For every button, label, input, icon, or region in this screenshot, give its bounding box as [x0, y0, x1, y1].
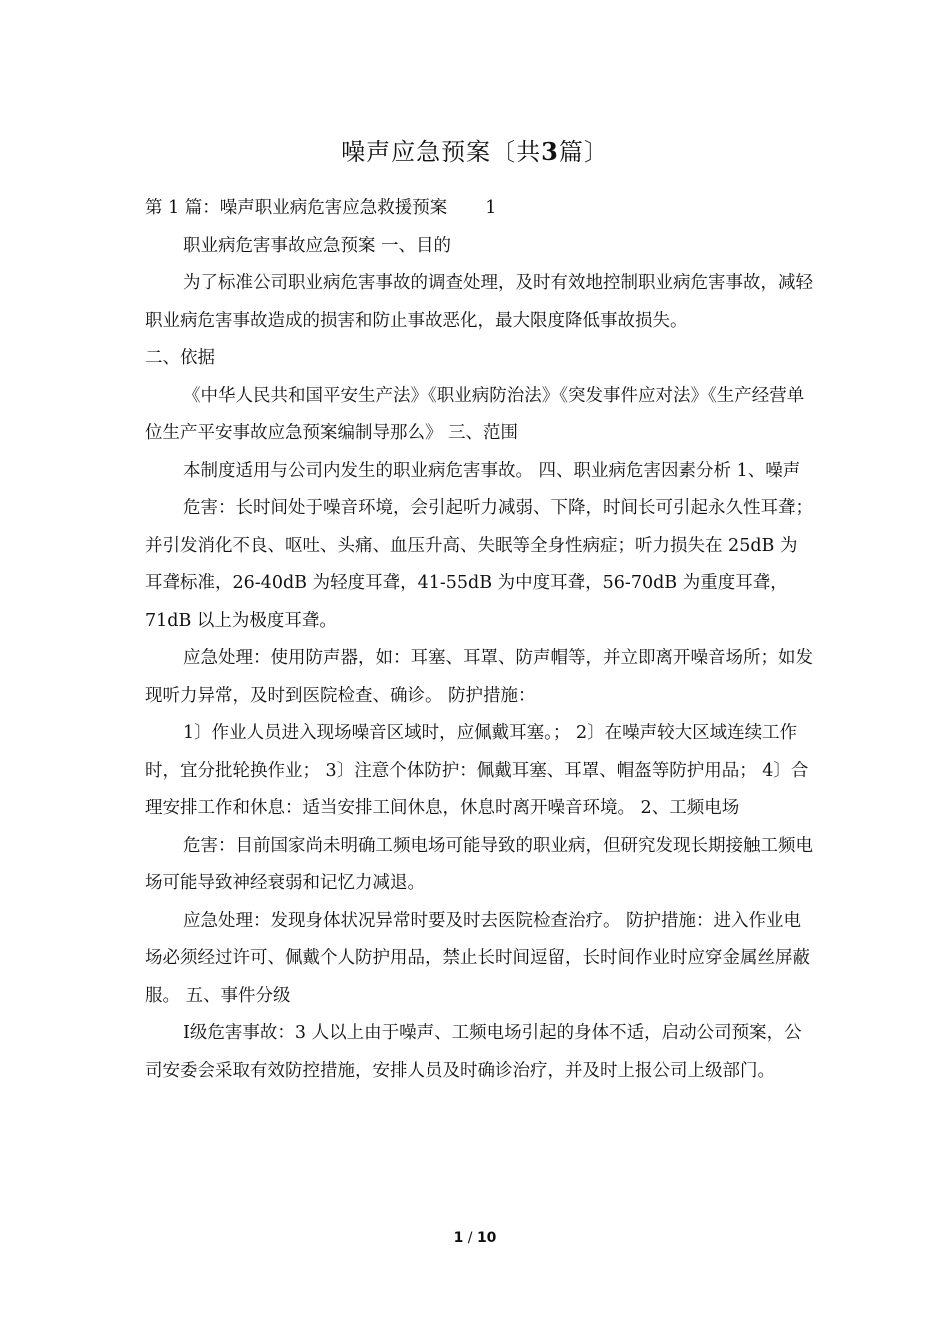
paragraph: 职业病危害事故应急预案 一、目的: [183, 235, 452, 256]
toc-entry[interactable]: [145, 190, 813, 228]
paragraph: 本制度适用与公司内发生的职业病危害事故。 四、职业病危害因素分析 1、噪声: [183, 460, 801, 481]
page-total: 10: [476, 1230, 497, 1246]
title-suffix: 篇〕: [558, 138, 609, 166]
section-heading: 二、依据: [145, 348, 215, 368]
paragraph: 应急处理：使用防声器，如：耳塞、耳罩、防声帽等，并立即离开噪音场所；如发现听力异常，及时到医院检查、确诊。 防护措施：: [145, 648, 813, 706]
toc-entry-page: 1: [485, 198, 497, 218]
title-count: 3: [541, 137, 559, 166]
page-separator: /: [467, 1230, 473, 1246]
paragraph: 危害：长时间处于噪音环境，会引起听力减弱、下降，时间长可引起永久性耳聋；并引发消化不良、呕吐、头痛、血压升高、失眠等全身性病症；听力损失在 25dB 为耳聋标准，26-40dB 为轻度耳聋，41-55dB 为中度耳聋，56-70dB 为重度耳聋，71dB 以上为极度耳聋。: [145, 498, 813, 631]
title-prefix: 噪声应急预案〔共: [341, 138, 542, 166]
paragraph: 1〕作业人员进入现场噪音区域时，应佩戴耳塞。； 2〕在噪声较大区域连续工作时，宜分批轮换作业； 3〕注意个体防护：佩戴耳塞、耳罩、帽盔等防护用品； 4〕合理安排工作和休息：适当安排工间休息，休息时离开噪音环境。 2、工频电场: [145, 723, 809, 818]
paragraph: 《中华人民共和国平安生产法》《职业病防治法》《突发事件应对法》《生产经营单位生产平安事故应急预案编制导那么》 三、范围: [145, 385, 805, 443]
paragraph: 应急处理：发现身体状况异常时要及时去医院检查治疗。 防护措施：进入作业电场必须经过许可、佩戴个人防护用品，禁止长时间逗留，长时间作业时应穿金属丝屏蔽服。 五、事件分级: [145, 910, 810, 1006]
page-current: 1: [453, 1230, 464, 1246]
document-title: [0, 136, 950, 168]
document-body: [145, 190, 813, 1090]
page-number: [0, 1228, 950, 1248]
toc-entry-label: 第 1 篇：噪声职业病危害应急救援预案: [145, 198, 448, 218]
paragraph: 危害：目前国家尚未明确工频电场可能导致的职业病，但研究发现长期接触工频电 场可能导致神经衰弱和记忆力减退。: [145, 835, 813, 893]
paragraph: Ⅰ级危害事故：3 人以上由于噪声、工频电场引起的身体不适，启动公司预案，公司安委会采取有效防控措施，安排人员及时确诊治疗，并及时上报公司上级部门。: [145, 1023, 802, 1081]
paragraph: 为了标准公司职业病危害事故的调查处理，及时有效地控制职业病危害事故，减轻职业病危害事故造成的损害和防止事故恶化，最大限度降低事故损失。: [145, 273, 813, 331]
